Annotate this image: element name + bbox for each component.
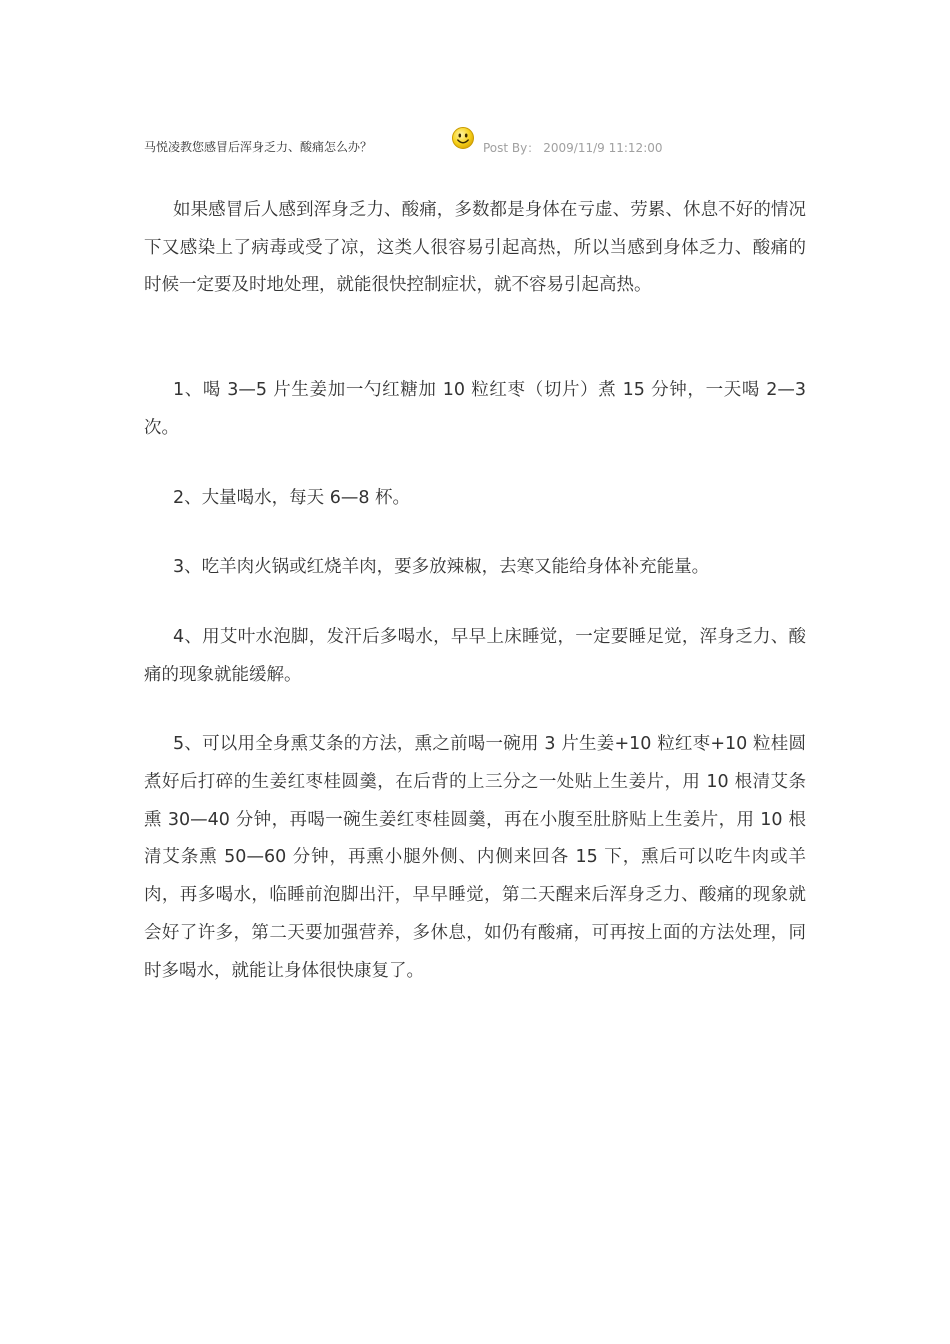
smiley-face-icon <box>451 126 475 150</box>
tip-item-3: 3、吃羊肉火锅或红烧羊肉，要多放辣椒，去寒又能给身体补充能量。 <box>173 557 710 578</box>
tip-item-5: 5、可以用全身熏艾条的方法，熏之前喝一碗用 3 片生姜+10 粒红枣+10 粒桂圆煮好后打碎的生姜红枣桂圆羹，在后背的上三分之一处贴上生姜片，用 10 根清艾条熏 30—40 分钟，再喝一碗生姜红枣桂圆羹，再在小腹至肚脐贴上生姜片，用 10 根清艾条熏 50—60 分钟，再熏小腿外侧、内侧来回各 15 下，熏后可以吃牛肉或羊肉，再多喝水，临睡前泡脚出汗，早早睡觉，第二天醒来后浑身乏力、酸痛的现象就会好了许多，第二天要加强营养，多休息，如仍有酸痛，可再按上面的方法处理，同时多喝水，就能让身体很快康复了。 <box>144 734 806 981</box>
tip-item-4: 4、用艾叶水泡脚，发汗后多喝水，早早上床睡觉，一定要睡足觉，浑身乏力、酸痛的现象就能缓解。 <box>144 626 806 685</box>
post-title: 马悦凌教您感冒后浑身乏力、酸痛怎么办？ <box>144 140 373 154</box>
tip-item-2: 2、大量喝水，每天 6—8 杯。 <box>173 487 411 508</box>
post-by-label: Post By： <box>483 141 540 155</box>
post-datetime: 2009/11/9 11:12:00 <box>543 141 663 155</box>
post-header <box>144 126 804 166</box>
intro-paragraph: 如果感冒后人感到浑身乏力、酸痛，多数都是身体在亏虚、劳累、休息不好的情况下又感染上了病毒或受了凉，这类人很容易引起高热，所以当感到身体乏力、酸痛的时候一定要及时地处理，就能很快控制症状，就不容易引起高热。 <box>144 200 806 296</box>
post-meta <box>483 139 663 156</box>
tip-item-1: 1、喝 3—5 片生姜加一勺红糖加 10 粒红枣（切片）煮 15 分钟，一天喝 2—3 次。 <box>144 380 806 438</box>
article-body <box>144 192 806 1022</box>
